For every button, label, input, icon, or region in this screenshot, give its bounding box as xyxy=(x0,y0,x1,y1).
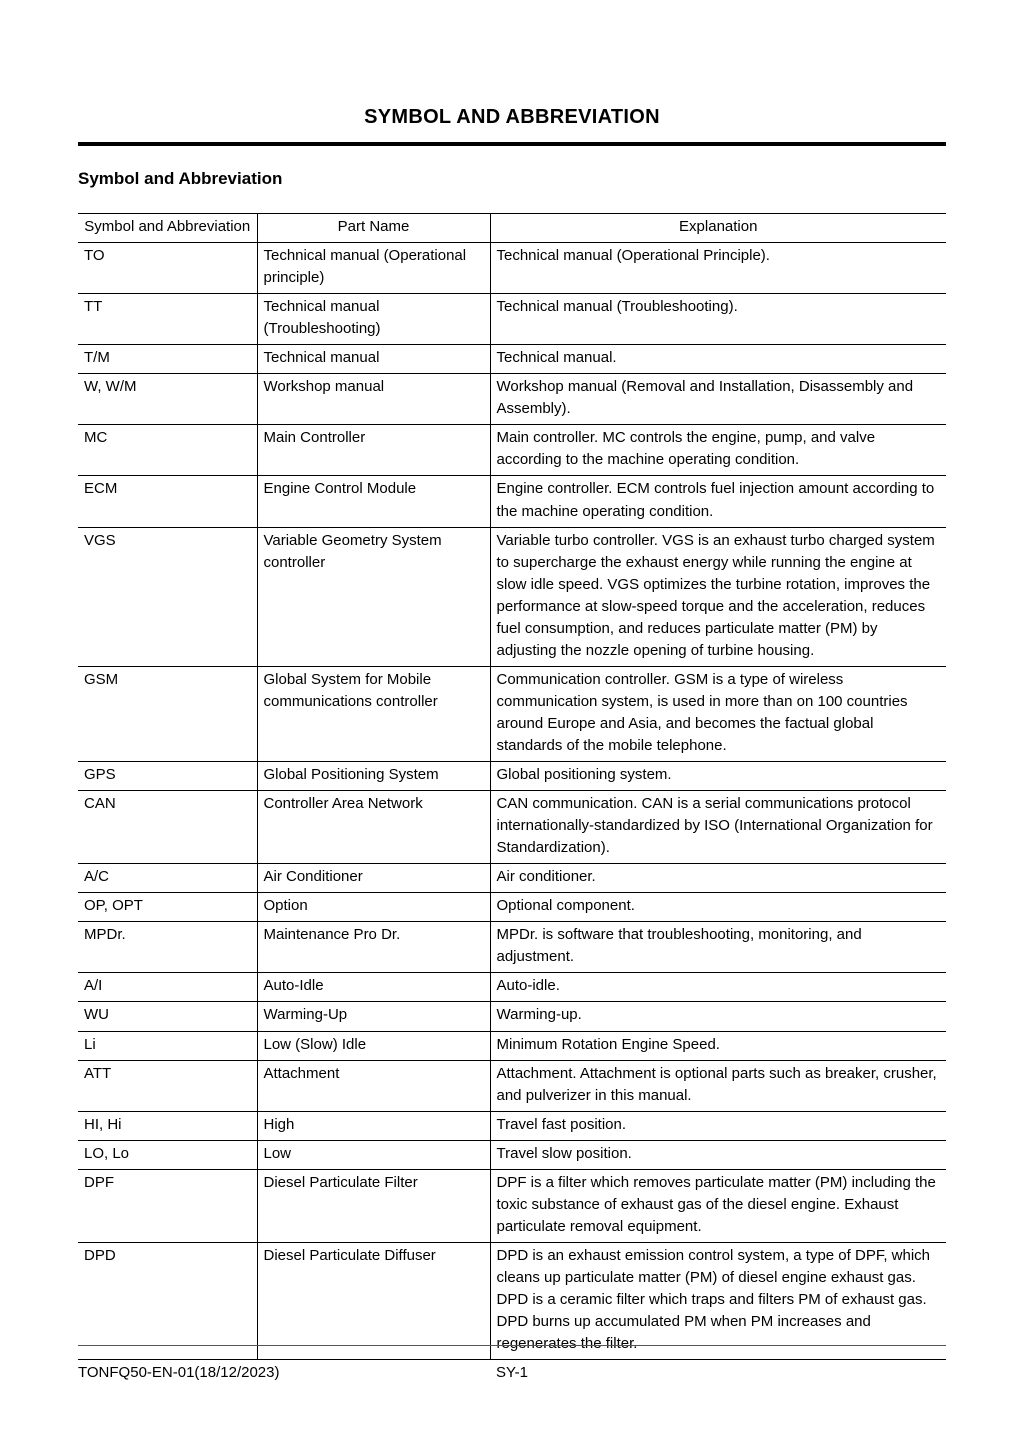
footer-page-number: SY-1 xyxy=(496,1364,528,1381)
explanation-cell: Auto-idle. xyxy=(490,973,946,1002)
footer-doc-number: TONFQ50-EN-01(18/12/2023) xyxy=(78,1364,280,1381)
part-name-cell: Variable Geometry System controller xyxy=(257,527,490,666)
footer-divider xyxy=(78,1345,946,1346)
symbol-cell: ECM xyxy=(84,480,118,498)
symbol-cell: ATT xyxy=(84,1064,112,1082)
table-row xyxy=(78,476,946,527)
part-name-cell: Controller Area Network xyxy=(257,791,490,864)
symbol-cell: LO, Lo xyxy=(84,1144,130,1162)
explanation-cell: Travel fast position. xyxy=(490,1111,946,1140)
part-name-cell: Diesel Particulate Diffuser xyxy=(257,1242,490,1359)
table-row xyxy=(78,973,946,1002)
symbol-cell: WU xyxy=(84,1006,109,1024)
table-row xyxy=(78,864,946,893)
part-name-cell: Global Positioning System xyxy=(257,762,490,791)
symbol-cell: DPF xyxy=(84,1173,114,1191)
part-name-cell: Air Conditioner xyxy=(257,864,490,893)
table-row xyxy=(78,527,946,666)
table-row xyxy=(78,893,946,922)
explanation-cell: Global positioning system. xyxy=(490,762,946,791)
table-row xyxy=(78,791,946,864)
explanation-cell: Variable turbo controller. VGS is an exhaust turbo charged system to supercharge the exhaust energy while running the engine at slow idle speed. VGS optimizes the turbine rotation, improves the performance at slow-speed torque and the acceleration, reduces fuel consumption, and reduces particulate matter (PM) by adjusting the nozzle opening of turbine housing. xyxy=(490,527,946,666)
explanation-cell: Optional component. xyxy=(490,893,946,922)
explanation-cell: DPF is a filter which removes particulate matter (PM) including the toxic substance of exhaust gas of the diesel engine. Exhaust particulate removal equipment. xyxy=(490,1169,946,1242)
page-footer xyxy=(78,1364,946,1388)
part-name-cell: High xyxy=(257,1111,490,1140)
table-header-row xyxy=(78,214,946,243)
table-row xyxy=(78,425,946,476)
table-row xyxy=(78,1002,946,1031)
explanation-cell: Workshop manual (Removal and Installation, Disassembly and Assembly). xyxy=(490,374,946,425)
title-divider xyxy=(78,142,946,146)
explanation-cell: Warming-up. xyxy=(490,1002,946,1031)
part-name-cell: Global System for Mobile communications controller xyxy=(257,666,490,761)
symbol-cell: Li xyxy=(84,1035,96,1053)
table-row xyxy=(78,294,946,345)
table-row xyxy=(78,1169,946,1242)
header-part-name: Part Name xyxy=(257,214,490,243)
explanation-cell: Main controller. MC controls the engine, pump, and valve according to the machine operating condition. xyxy=(490,425,946,476)
part-name-cell: Attachment xyxy=(257,1060,490,1111)
symbol-cell: OP, OPT xyxy=(84,897,143,915)
explanation-cell: Travel slow position. xyxy=(490,1140,946,1169)
table-row xyxy=(78,762,946,791)
table-row xyxy=(78,1111,946,1140)
part-name-cell: Diesel Particulate Filter xyxy=(257,1169,490,1242)
part-name-cell: Low xyxy=(257,1140,490,1169)
section-heading: Symbol and Abbreviation xyxy=(78,169,283,188)
explanation-cell: Engine controller. ECM controls fuel injection amount according to the machine operating condition. xyxy=(490,476,946,527)
part-name-cell: Workshop manual xyxy=(257,374,490,425)
explanation-cell: Technical manual (Operational Principle). xyxy=(490,243,946,294)
part-name-cell: Option xyxy=(257,893,490,922)
symbol-cell: TT xyxy=(84,298,103,316)
explanation-cell: DPD is an exhaust emission control system, a type of DPF, which cleans up particulate matter (PM) of diesel engine exhaust gas. DPD is a ceramic filter which traps and filters PM of exhaust gas. DPD burns up accumulated PM when PM increases and regenerates the filter. xyxy=(490,1242,946,1359)
explanation-cell: Attachment. Attachment is optional parts such as breaker, crusher, and pulverizer in this manual. xyxy=(490,1060,946,1111)
symbol-cell: MPDr. xyxy=(84,926,126,944)
part-name-cell: Maintenance Pro Dr. xyxy=(257,922,490,973)
page-title: SYMBOL AND ABBREVIATION xyxy=(364,106,660,128)
table-row xyxy=(78,1242,946,1359)
explanation-cell: Technical manual (Troubleshooting). xyxy=(490,294,946,345)
part-name-cell: Technical manual (Operational principle) xyxy=(257,243,490,294)
header-explanation: Explanation xyxy=(490,214,946,243)
symbol-cell: W, W/M xyxy=(84,378,137,396)
symbol-cell: DPD xyxy=(84,1246,116,1264)
symbol-cell: A/I xyxy=(84,977,103,995)
symbol-cell: VGS xyxy=(84,531,116,549)
explanation-cell: Minimum Rotation Engine Speed. xyxy=(490,1031,946,1060)
table-row xyxy=(78,374,946,425)
symbol-cell: A/C xyxy=(84,868,110,886)
symbol-cell: TO xyxy=(84,247,105,265)
part-name-cell: Main Controller xyxy=(257,425,490,476)
table-row xyxy=(78,666,946,761)
part-name-cell: Engine Control Module xyxy=(257,476,490,527)
part-name-cell: Auto-Idle xyxy=(257,973,490,1002)
explanation-cell: Technical manual. xyxy=(490,345,946,374)
table-row xyxy=(78,1060,946,1111)
table-row xyxy=(78,1140,946,1169)
symbol-cell: HI, Hi xyxy=(84,1115,122,1133)
explanation-cell: MPDr. is software that troubleshooting, monitoring, and adjustment. xyxy=(490,922,946,973)
explanation-cell: Communication controller. GSM is a type of wireless communication system, is used in more than on 100 countries around Europe and Asia, and becomes the factual global standards of the mobile telephone. xyxy=(490,666,946,761)
explanation-cell: CAN communication. CAN is a serial communications protocol internationally-standardized by ISO (International Organization for Standardization). xyxy=(490,791,946,864)
header-symbol: Symbol and Abbreviation xyxy=(84,218,251,235)
table-row xyxy=(78,243,946,294)
part-name-cell: Warming-Up xyxy=(257,1002,490,1031)
part-name-cell: Technical manual xyxy=(257,345,490,374)
part-name-cell: Technical manual (Troubleshooting) xyxy=(257,294,490,345)
symbol-cell: CAN xyxy=(84,795,116,813)
abbreviation-table xyxy=(78,213,946,1360)
explanation-cell: Air conditioner. xyxy=(490,864,946,893)
symbol-cell: T/M xyxy=(84,349,110,367)
table-row xyxy=(78,345,946,374)
table-row xyxy=(78,922,946,973)
symbol-cell: MC xyxy=(84,429,108,447)
table-row xyxy=(78,1031,946,1060)
symbol-cell: GSM xyxy=(84,670,119,688)
part-name-cell: Low (Slow) Idle xyxy=(257,1031,490,1060)
symbol-cell: GPS xyxy=(84,766,116,784)
page-content xyxy=(78,0,946,1360)
